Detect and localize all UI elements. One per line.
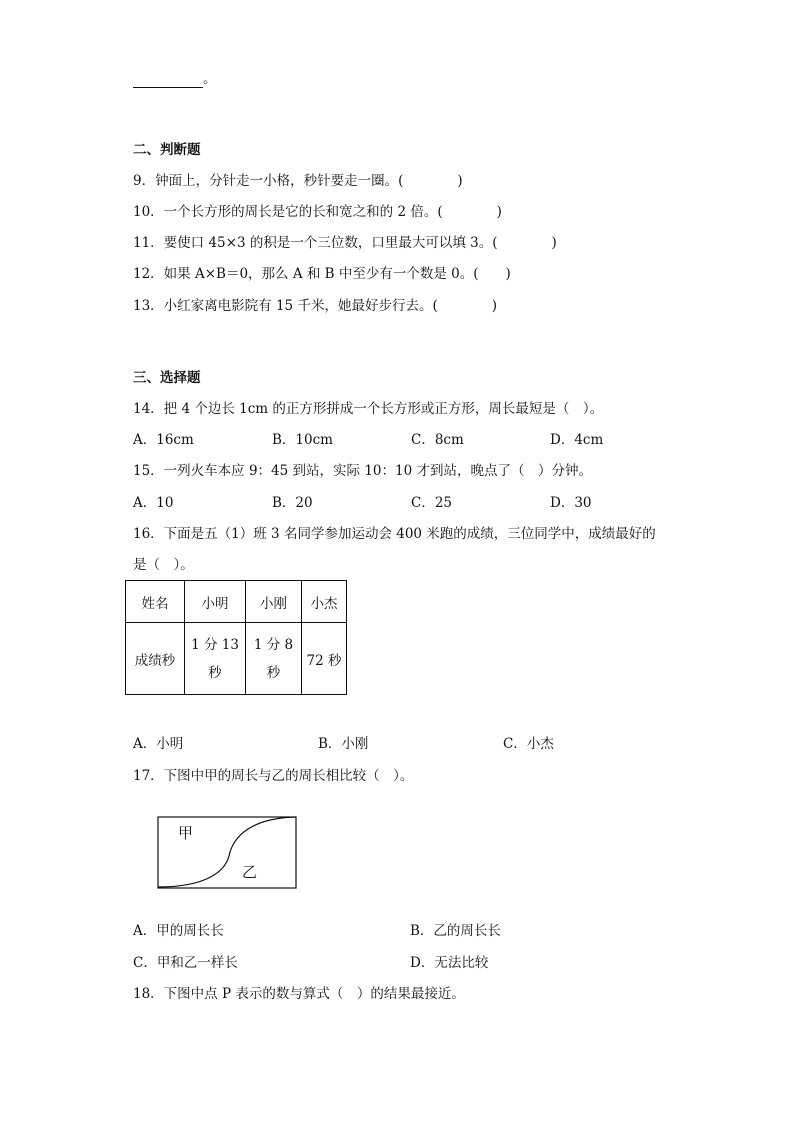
question-14: 14．把 4 个边长 1cm 的正方形拼成一个长方形或正方形，周长最短是（ ）。 xyxy=(133,401,604,417)
table-cell-xiaogang xyxy=(246,623,302,695)
question-13: 13．小红家离电影院有 15 千米，她最好步行去。( ) xyxy=(133,298,497,314)
cell-line: 秒 xyxy=(266,664,281,681)
table-row xyxy=(126,581,347,623)
previous-question-blank xyxy=(133,70,217,88)
table-cell-xiaojie: 72 秒 xyxy=(302,623,347,695)
section-title-judgement: 二、判断题 xyxy=(133,142,201,158)
perimeter-figure xyxy=(157,816,299,896)
question-18: 18．下图中点 P 表示的数与算式（ ）的结果最接近。 xyxy=(133,986,465,1002)
cell-line: 1 分 8 xyxy=(253,636,294,653)
q17-option-d: D．无法比较 xyxy=(410,955,489,971)
q15-option-d: D．30 xyxy=(550,495,592,511)
q16-option-a: A．小明 xyxy=(133,736,184,752)
q14-option-d: D．4cm xyxy=(550,432,604,448)
q14-option-b: B．10cm xyxy=(272,432,333,448)
q17-option-c: C．甲和乙一样长 xyxy=(133,955,238,971)
q14-option-c: C．8cm xyxy=(411,432,464,448)
q14-option-a: A．16cm xyxy=(133,432,194,448)
q15-option-b: B．20 xyxy=(272,495,313,511)
question-10: 10．一个长方形的周长是它的长和宽之和的 2 倍。( ) xyxy=(133,204,502,220)
q16-option-b: B．小刚 xyxy=(318,736,369,752)
question-9: 9．钟面上，分针走一小格，秒针要走一圈。( ) xyxy=(133,173,463,189)
q15-option-a: A．10 xyxy=(133,495,174,511)
q17-option-b: B．乙的周长长 xyxy=(410,923,501,939)
cell-line: 1 分 13 xyxy=(191,636,239,653)
question-12: 12．如果 A×B＝0，那么 A 和 B 中至少有一个数是 0。( ) xyxy=(133,266,511,282)
blank-suffix: 。 xyxy=(203,71,217,87)
label-yi: 乙 xyxy=(242,863,258,881)
table-cell-xiaoming xyxy=(185,623,246,695)
answer-blank xyxy=(133,73,203,88)
question-11: 11．要使口 45×3 的积是一个三位数，口里最大可以填 3。( ) xyxy=(133,235,557,251)
perimeter-figure-svg xyxy=(157,816,299,892)
question-17: 17．下图中甲的周长与乙的周长相比较（ ）。 xyxy=(133,768,414,784)
q17-option-a: A．甲的周长长 xyxy=(133,923,224,939)
table-header-xiaogang: 小刚 xyxy=(246,581,302,623)
question-16-line2: 是（ ）。 xyxy=(133,557,194,573)
table-row xyxy=(126,623,347,695)
question-15: 15．一列火车本应 9：45 到站，实际 10：10 才到站，晚点了（ ）分钟。 xyxy=(133,463,592,479)
q16-option-c: C．小杰 xyxy=(503,736,554,752)
table-header-name: 姓名 xyxy=(126,581,185,623)
q15-option-c: C．25 xyxy=(411,495,453,511)
cell-line: 秒 xyxy=(208,664,222,681)
section-title-choice: 三、选择题 xyxy=(133,370,201,386)
table-header-xiaoming: 小明 xyxy=(185,581,246,623)
question-16-line1: 16．下面是五（1）班 3 名同学参加运动会 400 米跑的成绩，三位同学中，成绩最好的 xyxy=(133,526,656,542)
score-table xyxy=(125,580,347,695)
table-header-xiaojie: 小杰 xyxy=(302,581,347,623)
table-row-label: 成绩秒 xyxy=(126,623,185,695)
label-jia: 甲 xyxy=(178,824,194,842)
